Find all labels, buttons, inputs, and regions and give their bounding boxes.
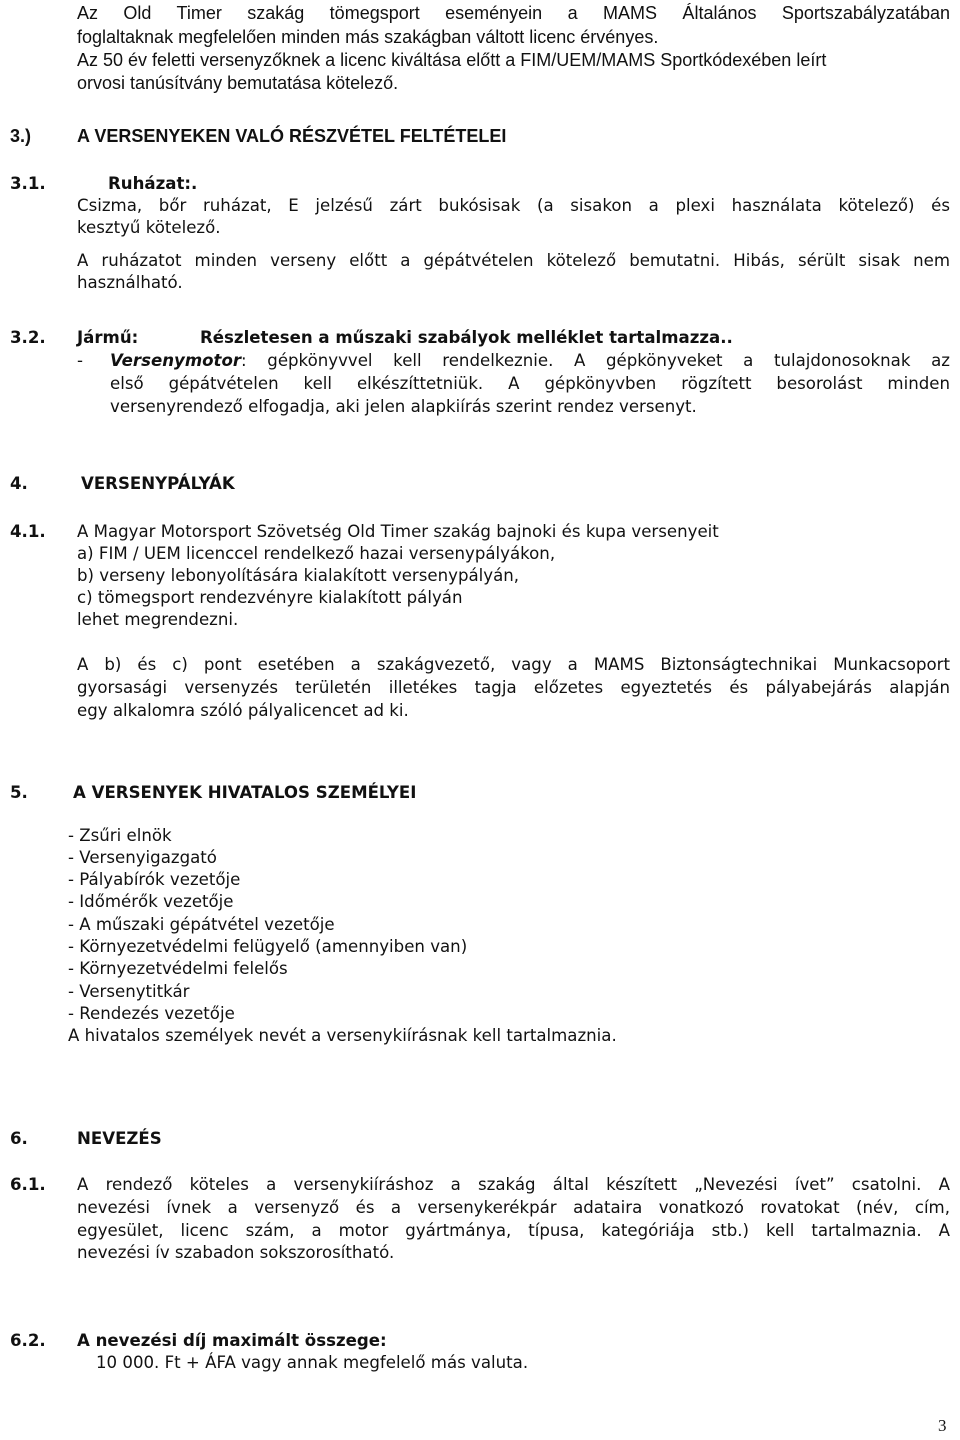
section-6-1-line-3: egyesület, licenc szám, a motor gyártmánya, típusa, kategóriája stb.) kell tartalmaznia. A	[77, 1221, 950, 1240]
section-3-2-line-1: Versenymotor: gépkönyvvel kell rendelkeznie. A gépkönyveket a tulajdonosoknak az	[110, 351, 950, 370]
section-3-1-line-4: használható.	[77, 273, 183, 292]
section-6-1-line-2: nevezési ívnek a versenyző és a versenykerékpár adataira vonatkozó rovatokat (név, cím,	[77, 1198, 950, 1217]
section-4-1-number: 4.1.	[10, 522, 46, 541]
section-6-2-line-1: 10 000. Ft + ÁFA vagy annak megfelelő más valuta.	[96, 1353, 529, 1372]
section-6-2-title: A nevezési díj maximált összege:	[77, 1331, 387, 1350]
section-6-1-number: 6.1.	[10, 1175, 46, 1194]
section-6-1-line-1: A rendező köteles a versenykiíráshoz a szakág által készített „Nevezési ívet” csatolni. A	[77, 1175, 950, 1194]
officials-closing: A hivatalos személyek nevét a versenykiírásnak kell tartalmaznia.	[68, 1026, 617, 1045]
intro-line-1: Az Old Timer szakág tömegsport eseményein a MAMS Általános Sportszabályzatában	[77, 3, 950, 23]
section-6-1-line-4: nevezési ív szabadon sokszorosítható.	[77, 1243, 395, 1262]
officials-list-item: - Időmérők vezetője	[68, 892, 234, 911]
officials-list-item: - Versenyigazgató	[68, 848, 217, 867]
section-3-2-line-2: első gépátvételen kell elkészíttetniük. A gépkönyvben rögzített besorolást minden	[110, 374, 950, 393]
section-4-1-item-b: b) verseny lebonyolítására kialakított versenypályán,	[77, 566, 520, 585]
section-3-title: A VERSENYEKEN VALÓ RÉSZVÉTEL FELTÉTELEI	[77, 126, 507, 146]
section-3-1-line-1: Csizma, bőr ruházat, E jelzésű zárt bukósisak (a sisakon a plexi használata kötelező) és	[77, 196, 950, 215]
section-4-1-para2-line-1: A b) és c) pont esetében a szakágvezető, vagy a MAMS Biztonságtechnikai Munkacsoport	[77, 655, 950, 674]
officials-list-item: - Környezetvédelmi felelős	[68, 959, 288, 978]
section-3-2-number: 3.2.	[10, 328, 46, 347]
officials-list-item: - Környezetvédelmi felügyelő (amennyiben van)	[68, 937, 468, 956]
officials-list-item: - Zsűri elnök	[68, 826, 172, 845]
section-6-title: NEVEZÉS	[77, 1129, 162, 1148]
section-4-1-line-1: A Magyar Motorsport Szövetség Old Timer szakág bajnoki és kupa versenyeit	[77, 522, 719, 541]
section-3-number: 3.)	[10, 126, 32, 146]
section-3-2-title: Részletesen a műszaki szabályok melléklet tartalmazza..	[200, 328, 733, 347]
section-3-1-number: 3.1.	[10, 174, 46, 193]
section-3-2-dash: -	[77, 351, 83, 370]
section-3-2-label: Jármű:	[77, 328, 139, 347]
section-3-2-line-3: versenyrendező elfogadja, aki jelen alapkiírás szerint rendez versenyt.	[110, 397, 697, 416]
section-3-1-line-3: A ruházatot minden verseny előtt a gépátvételen kötelező bemutatni. Hibás, sérült sisak nem	[77, 251, 950, 270]
term-versenymotor: Versenymotor	[110, 351, 242, 370]
intro-line-4: orvosi tanúsítvány bemutatása kötelező.	[77, 73, 399, 93]
officials-list-item: - Pályabírók vezetője	[68, 870, 241, 889]
section-4-title: VERSENYPÁLYÁK	[81, 474, 235, 493]
section-4-1-para2-line-3: egy alkalomra szóló pályalicencet ad ki.	[77, 701, 409, 720]
section-6-number: 6.	[10, 1129, 28, 1148]
intro-line-3: Az 50 év feletti versenyzőknek a licenc kiváltása előtt a FIM/UEM/MAMS Sportkódexében leírt	[77, 50, 827, 70]
officials-list-item: - Versenytitkár	[68, 982, 190, 1001]
officials-list-item: - Rendezés vezetője	[68, 1004, 235, 1023]
section-4-1-para2-line-2: gyorsasági versenyzés területén illetékes tagja előzetes egyeztetés és pályabejárás alapján	[77, 678, 950, 697]
section-5-title: A VERSENYEK HIVATALOS SZEMÉLYEI	[73, 783, 417, 802]
section-4-1-line-5: lehet megrendezni.	[77, 610, 239, 629]
section-4-number: 4.	[10, 474, 28, 493]
section-3-1-title: Ruházat:.	[108, 174, 198, 193]
section-5-number: 5.	[10, 783, 28, 802]
section-4-1-item-c: c) tömegsport rendezvényre kialakított pályán	[77, 588, 463, 607]
officials-list-item: - A műszaki gépátvétel vezetője	[68, 915, 335, 934]
section-6-2-number: 6.2.	[10, 1331, 46, 1350]
intro-line-2: foglaltaknak megfelelően minden más szakágban váltott licenc érvényes.	[77, 27, 659, 47]
page-number: 3	[938, 1416, 947, 1435]
section-4-1-item-a: a) FIM / UEM licenccel rendelkező hazai versenypályákon,	[77, 544, 556, 563]
section-3-1-line-2: kesztyű kötelező.	[77, 218, 221, 237]
